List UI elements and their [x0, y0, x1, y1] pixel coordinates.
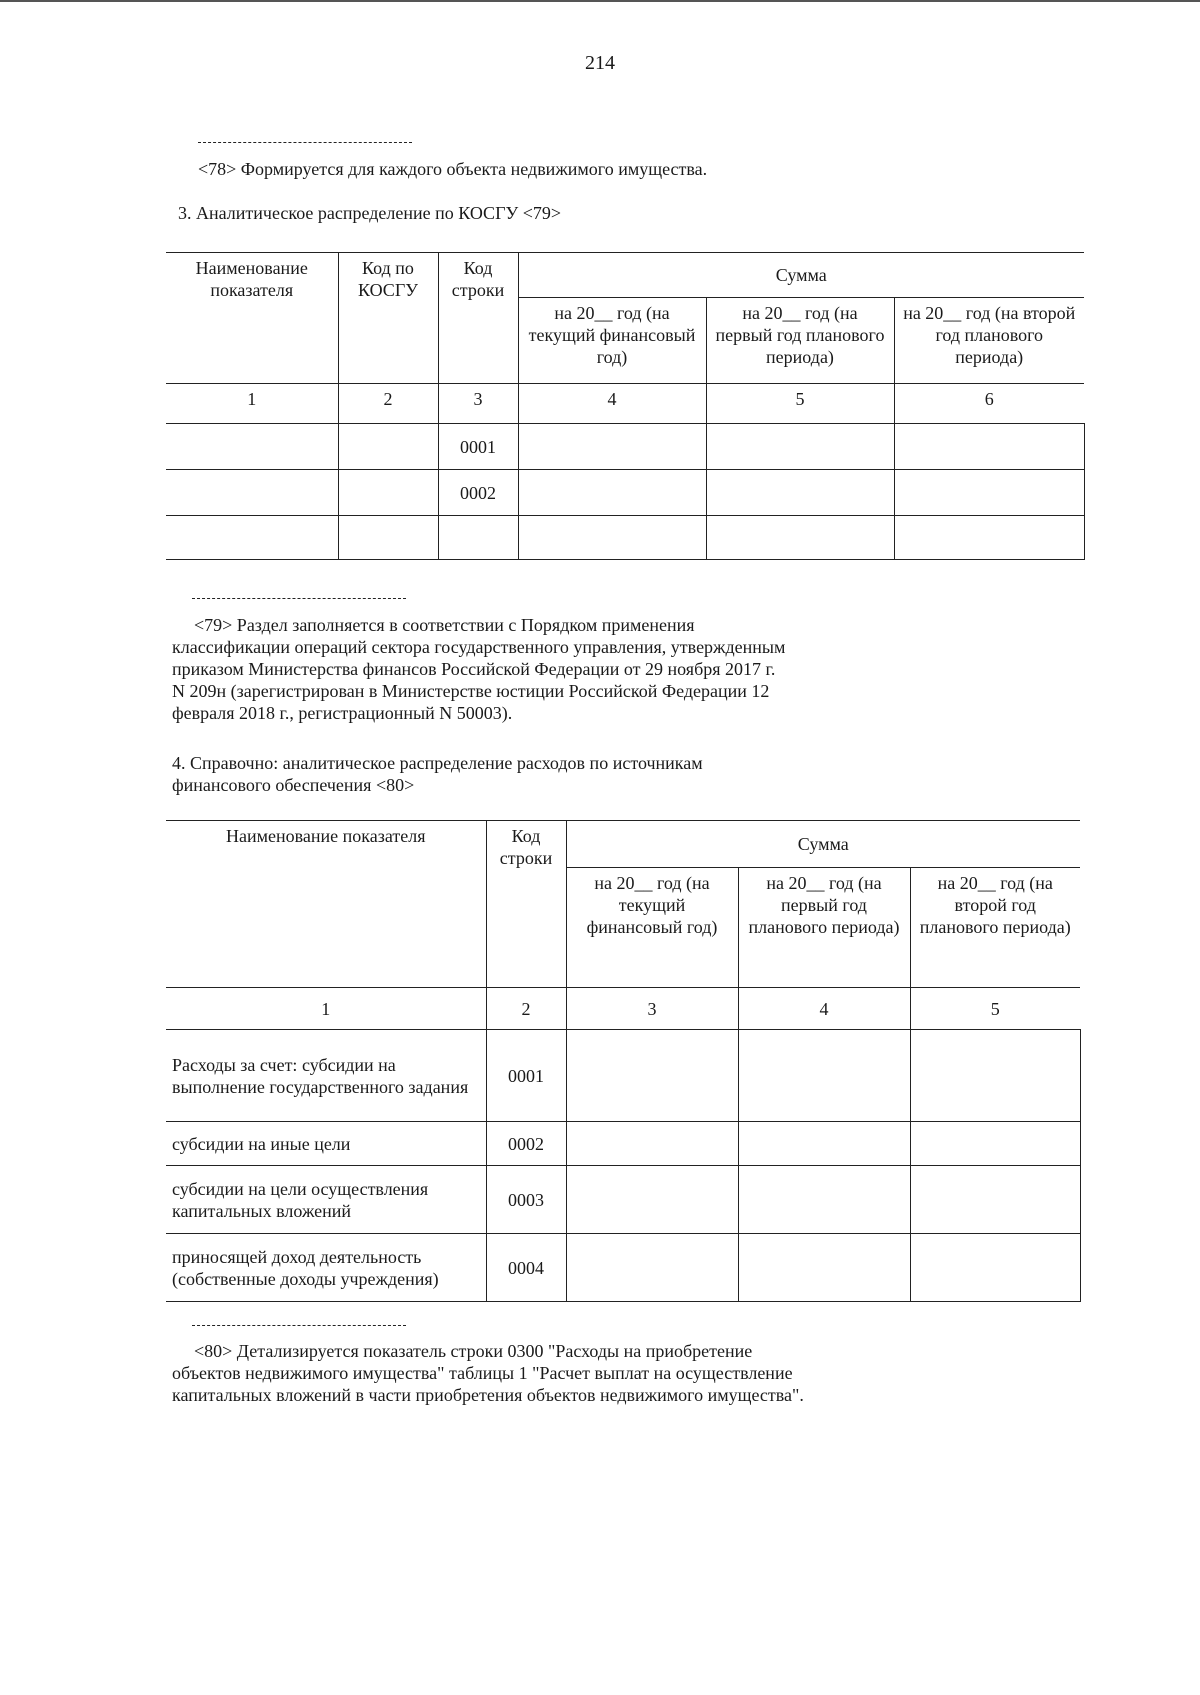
cell-value: [910, 1166, 1080, 1234]
cell-name: приносящей доход деятельность (собственные доходы учреждения): [166, 1234, 486, 1302]
cell-name: [166, 424, 338, 470]
col-number: 2: [486, 988, 566, 1030]
cell-name: [166, 470, 338, 516]
table-row: [166, 470, 1084, 516]
cell-value: [566, 1030, 738, 1122]
cell-value: [518, 424, 706, 470]
header-first-plan-year: на 20__ год (на первый год планового периода): [738, 867, 910, 988]
footnote-78: <78> Формируется для каждого объекта недвижимого имущества.: [198, 159, 708, 179]
table-row: [166, 424, 1084, 470]
header-name: Наименование показателя: [166, 821, 486, 988]
cell-kosgu: [338, 516, 438, 560]
header-second-plan-year: на 20__ год (на второй год планового периода): [910, 867, 1080, 988]
footnote-separator: [192, 598, 406, 599]
footnote-separator: [192, 1325, 406, 1326]
cell-value: [894, 516, 1084, 560]
section-3-title: 3. Аналитическое распределение по КОСГУ <79>: [178, 203, 562, 223]
footnote-line: классификации операций сектора государственного управления, утвержденным: [172, 637, 786, 657]
top-border: [0, 0, 1200, 2]
cell-kosgu: [338, 424, 438, 470]
footnote-line: <80> Детализируется показатель строки 0300 "Расходы на приобретение: [194, 1341, 753, 1361]
cell-value: [738, 1234, 910, 1302]
col-number: 3: [438, 384, 518, 424]
col-number: 1: [166, 988, 486, 1030]
cell-value: [706, 516, 894, 560]
section-4-title-line: 4. Справочно: аналитическое распределение расходов по источникам: [172, 753, 703, 773]
header-second-plan-year: на 20__ год (на второй год планового периода): [894, 298, 1084, 384]
cell-name: Расходы за счет: субсидии на выполнение государственного задания: [166, 1030, 486, 1122]
footnote-line: N 209н (зарегистрирован в Министерстве юстиции Российской Федерации 12: [172, 681, 770, 701]
cell-value: [566, 1122, 738, 1166]
footnote-line: <79> Раздел заполняется в соответствии с Порядком применения: [194, 615, 695, 635]
header-current-year: на 20__ год (на текущий финансовый год): [566, 867, 738, 988]
financing-sources-table: [166, 820, 1081, 1302]
header-kosgu: Код по КОСГУ: [338, 253, 438, 384]
cell-value: [910, 1234, 1080, 1302]
cell-row-code: 0003: [486, 1166, 566, 1234]
cell-value: [566, 1234, 738, 1302]
section-4-title: [172, 752, 830, 796]
cell-value: [566, 1166, 738, 1234]
footnote-separator: [198, 142, 412, 143]
footnote-79: [172, 614, 880, 724]
footnote-line: февраля 2018 г., регистрационный N 50003).: [172, 703, 513, 723]
cell-row-code: 0001: [438, 424, 518, 470]
cell-name: [166, 516, 338, 560]
header-first-plan-year: на 20__ год (на первый год планового периода): [706, 298, 894, 384]
cell-name: субсидии на иные цели: [166, 1122, 486, 1166]
page-number: 214: [585, 52, 615, 74]
col-number: 2: [338, 384, 438, 424]
cell-kosgu: [338, 470, 438, 516]
table-row: [166, 1234, 1080, 1302]
cell-value: [738, 1166, 910, 1234]
header-current-year: на 20__ год (на текущий финансовый год): [518, 298, 706, 384]
cell-name: субсидии на цели осуществления капитальных вложений: [166, 1166, 486, 1234]
table-row: [166, 1122, 1080, 1166]
cell-value: [518, 516, 706, 560]
cell-value: [738, 1030, 910, 1122]
cell-row-code: 0001: [486, 1030, 566, 1122]
cell-row-code: 0004: [486, 1234, 566, 1302]
footnote-line: объектов недвижимого имущества" таблицы 1 "Расчет выплат на осуществление: [172, 1363, 793, 1383]
cell-value: [706, 470, 894, 516]
kosgu-table: [166, 252, 1085, 560]
section-4-title-line: финансового обеспечения <80>: [172, 775, 415, 795]
col-number: 5: [706, 384, 894, 424]
col-number: 3: [566, 988, 738, 1030]
col-number: 5: [910, 988, 1080, 1030]
cell-row-code: 0002: [486, 1122, 566, 1166]
cell-value: [894, 424, 1084, 470]
col-number: 6: [894, 384, 1084, 424]
cell-value: [706, 424, 894, 470]
cell-value: [910, 1030, 1080, 1122]
cell-value: [894, 470, 1084, 516]
col-number: 1: [166, 384, 338, 424]
header-sum: Сумма: [518, 253, 1084, 298]
header-name: Наименование показателя: [166, 253, 338, 384]
cell-value: [738, 1122, 910, 1166]
cell-value: [518, 470, 706, 516]
cell-value: [910, 1122, 1080, 1166]
footnote-80: [172, 1340, 894, 1406]
footnote-line: приказом Министерства финансов Российской Федерации от 29 ноября 2017 г.: [172, 659, 776, 679]
header-sum: Сумма: [566, 821, 1080, 868]
table-row: [166, 516, 1084, 560]
cell-row-code: [438, 516, 518, 560]
col-number: 4: [738, 988, 910, 1030]
table-row: [166, 1166, 1080, 1234]
cell-row-code: 0002: [438, 470, 518, 516]
footnote-line: капитальных вложений в части приобретения объектов недвижимого имущества".: [172, 1385, 804, 1405]
col-number: 4: [518, 384, 706, 424]
table-row: [166, 1030, 1080, 1122]
header-row-code: Код строки: [486, 821, 566, 988]
header-row-code: Код строки: [438, 253, 518, 384]
